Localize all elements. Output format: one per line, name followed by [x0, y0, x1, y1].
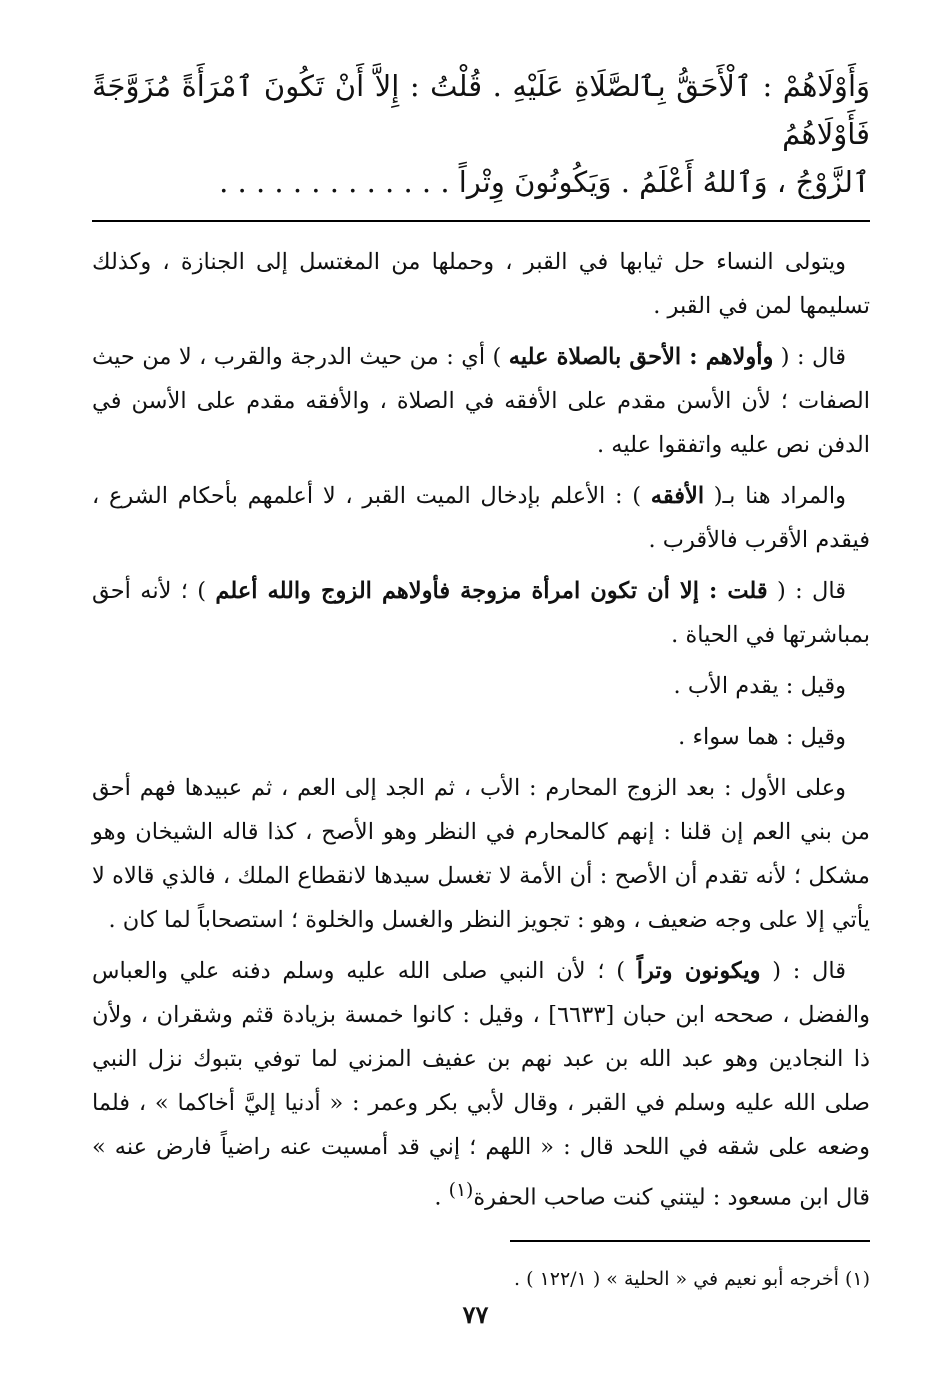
footnote: [92, 1264, 870, 1294]
footnote-ref[interactable]: (١): [448, 1180, 474, 1201]
matn-text: [92, 62, 870, 222]
page-number: ٧٧: [462, 1300, 489, 1329]
quoted-matn: الأفقه: [650, 483, 705, 509]
paragraph: وقيل : هما سواء .: [678, 724, 846, 750]
paragraph: قال : ( ويكونون وتراً ) ؛ لأن النبي صلى الله عليه وسلم دفنه علي والعباس والفضل ، صححه ابن حبان [٦٦٣٣] ، وقيل : كانوا خمسة بزيادة قثم وشقران ، ولأن ذا النجادين وهو عبد الله بن عبد نهم بن عفيف المزني لما توفي بتبوك نزل النبي صلى الله عليه وسلم في القبر ، وقال لأبي بكر وعمر : « أدنيا إليَّ أخاكما » ، فلما وضعه على شقه في اللحد قال : « اللهم ؛ إني قد أمسيت عنه راضياً فارض عنه » قال ابن مسعود : ليتني كنت صاحب الحفرة$^{(١)}$ .: [92, 958, 870, 1211]
paragraph: والمراد هنا بـ( الأفقه ) : الأعلم بإدخال الميت القبر ، لا أعلمهم بأحكام الشرع ، فيقدم الأقرب فالأقرب .: [92, 483, 870, 553]
paragraph: ويتولى النساء حل ثيابها في القبر ، وحملها من المغتسل إلى الجنازة ، وكذلك تسليمها لمن في القبر .: [92, 249, 870, 319]
quoted-matn: وأولاهم : الأحق بالصلاة عليه: [508, 344, 774, 370]
matn-line-1: وَأَوْلَاهُمْ : ٱلْأَحَقُّ بِٱلصَّلَاةِ عَلَيْهِ . قُلْتُ : إِلاَّ أَنْ تَكُونَ ٱمْرَأَةً مُزَوَّجَةً فَأَوْلَاهُمُ: [92, 69, 870, 151]
paragraph: قال : ( قلت : إلا أن تكون امرأة مزوجة فأولاهم الزوج والله أعلم ) ؛ لأنه أحق بمباشرتها في الحياة .: [92, 578, 870, 648]
quoted-matn: قلت : إلا أن تكون امرأة مزوجة فأولاهم الزوج والله أعلم: [215, 578, 768, 604]
footnote-number: (١): [844, 1267, 870, 1290]
quoted-matn: ويكونون وتراً: [636, 958, 761, 984]
matn-line-2: ٱلزَّوْجُ ، وَٱللهُ أَعْلَمُ . وَيَكُونُونَ وِتْراً . . . . . . . . . . . . .: [219, 165, 870, 199]
footnote-text: أخرجه أبو نعيم في « الحلية » ( ١٢٢/١ ) .: [514, 1267, 839, 1290]
page-body: [92, 62, 870, 1294]
paragraph: وعلى الأول : بعد الزوج المحارم : الأب ، ثم الجد إلى العم ، ثم عبيدها فهم أحق من بني العم إن قلنا : إنهم كالمحارم في النظر وهو الأصح ، كذا قاله الشيخان وهو مشكل ؛ لأنه تقدم أن الأصح : أن الأمة لا تغسل سيدها لانقطاع الملك ، فالذي قالاه لا يأتي إلا على وجه ضعيف ، وهو : تجويز النظر والغسل والخلوة ؛ استصحاباً لما كان .: [92, 775, 870, 933]
paragraph: قال : ( وأولاهم : الأحق بالصلاة عليه ) أي : من حيث الدرجة والقرب ، لا من حيث الصفات ؛ لأن الأسن مقدم على الأفقه في الصلاة ، والأفقه مقدم على الأسن في الدفن نص عليه واتفقوا عليه .: [92, 344, 870, 458]
footnote-separator: [510, 1240, 870, 1242]
paragraph: وقيل : يقدم الأب .: [673, 673, 846, 699]
commentary: [92, 240, 870, 1220]
